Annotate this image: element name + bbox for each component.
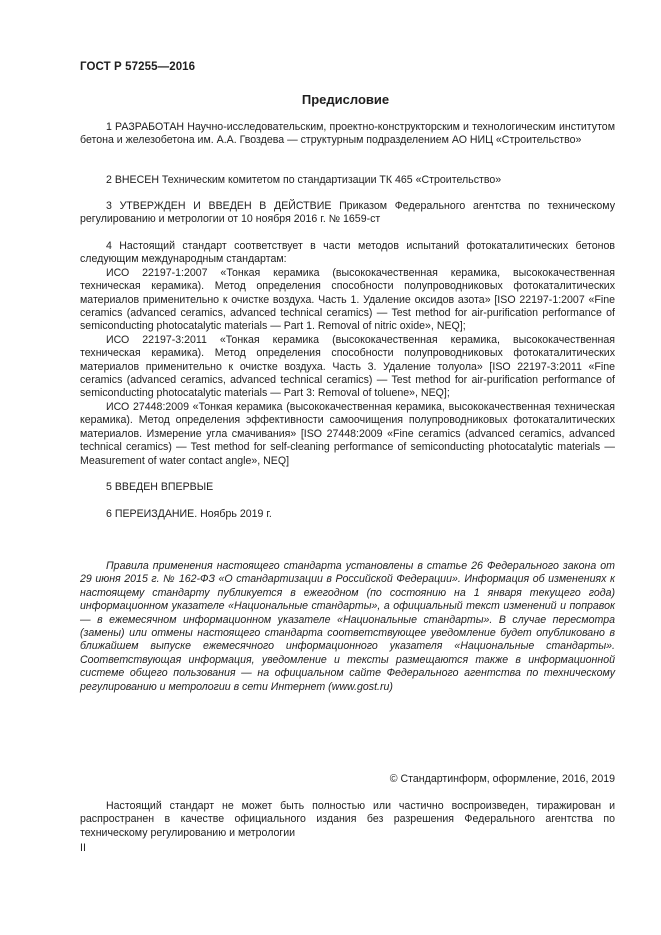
standard-ref-iso-27448: ИСО 27448:2009 «Тонкая керамика (высококачественная керамика, высококачественная техническая керамика). Метод определения эффективности самоочищения полупроводниковых фотокаталитических материалов. Измерение угла смачивания» [ISO 27448:2009 «Fine ceramics (advanced ceramics, advanced technical ceramics) — Test method for self-cleaning performance of semiconducting photocatalytic materials — Measurement of water contact angle», NEQ] bbox=[80, 400, 615, 467]
reproduction-notice bbox=[80, 800, 615, 840]
item-approved bbox=[80, 200, 615, 227]
item-conformity bbox=[80, 240, 615, 468]
item-first-introduced bbox=[80, 481, 615, 494]
item-reissue-text: 6 ПЕРЕИЗДАНИЕ. Ноябрь 2019 г. bbox=[106, 508, 272, 520]
item-introduced bbox=[80, 174, 615, 187]
item-conformity-text: 4 Настоящий стандарт соответствует в части методов испытаний фотокаталитических бетонов следующим международным стандартам: bbox=[80, 240, 615, 266]
item-developer bbox=[80, 121, 615, 148]
copyright-text: © Стандартинформ, оформление, 2016, 2019 bbox=[389, 773, 615, 785]
application-notice bbox=[80, 560, 615, 694]
reproduction-notice-text: Настоящий стандарт не может быть полностью или частично воспроизведен, тиражирован и распространен в качестве официального издания без разрешения Федерального агентства по техническому регулированию и метрологии bbox=[80, 800, 615, 839]
page-title: Предисловие bbox=[301, 92, 390, 107]
item-first-introduced-text: 5 ВВЕДЕН ВПЕРВЫЕ bbox=[106, 481, 214, 493]
item-reissue bbox=[80, 508, 615, 521]
standard-ref-iso-22197-3: ИСО 22197-3:2011 «Тонкая керамика (высококачественная керамика, высококачественная техническая керамика). Метод определения способности полупроводниковых фотокаталитических материалов применительно к очистке воздуха. Часть 3. Удаление толуола» [ISO 22197-3:2011 «Fine ceramics (advanced ceramics, advanced technical ceramics) — Test method for air-purification performance of semiconducting photocatalytic materials — Part 3: Removal of toluene», NEQ]; bbox=[80, 333, 615, 400]
copyright-line bbox=[80, 773, 615, 786]
application-notice-text: Правила применения настоящего стандарта установлены в статье 26 Федерального закона от 29 июня 2015 г. № 162-ФЗ «О стандартизации в Российской Федерации». Информация об изменениях к настоящему стандарту публикуется в ежегодном (по состоянию на 1 января текущего года) информационном указателе «Национальные стандарты», а официальный текст изменений и поправок — в ежемесячном информационном указателе «Национальные стандарты». В случае пересмотра (замены) или отмены настоящего стандарта соответствующее уведомление будет опубликовано в ближайшем выпуске ежемесячного информационного указателя «Национальные стандарты». Соответствующая информация, уведомление и тексты размещаются также в информационной системе общего пользования — на официальном сайте Федерального агентства по техническому регулированию и метрологии в сети Интернет (www.gost.ru) bbox=[80, 560, 615, 693]
item-introduced-text: 2 ВНЕСЕН Техническим комитетом по стандартизации ТК 465 «Строительство» bbox=[106, 174, 502, 186]
page-number: II bbox=[80, 842, 86, 854]
standard-code: ГОСТ Р 57255—2016 bbox=[80, 61, 196, 73]
item-approved-text: 3 УТВЕРЖДЕН И ВВЕДЕН В ДЕЙСТВИЕ Приказом Федерального агентства по техническому регулированию и метрологии от 10 ноября 2016 г. № 1659-ст bbox=[80, 200, 615, 226]
item-developer-text: 1 РАЗРАБОТАН Научно-исследовательским, проектно-конструкторским и технологическим институтом бетона и железобетона им. А.А. Гвоздева — структурным подразделением АО НИЦ «Строительство» bbox=[80, 121, 615, 147]
standard-ref-iso-22197-1: ИСО 22197-1:2007 «Тонкая керамика (высококачественная керамика, высококачественная техническая керамика). Метод определения способности полупроводниковых фотокаталитических материалов применительно к очистке воздуха. Часть 1. Удаление оксидов азота» [ISO 22197-1:2007 «Fine ceramics (advanced ceramics, advanced technical ceramics) — Test method for air-purification performance of semiconducting photocatalytic materials — Part 1. Removal of nitric oxide», NEQ]; bbox=[80, 266, 615, 333]
